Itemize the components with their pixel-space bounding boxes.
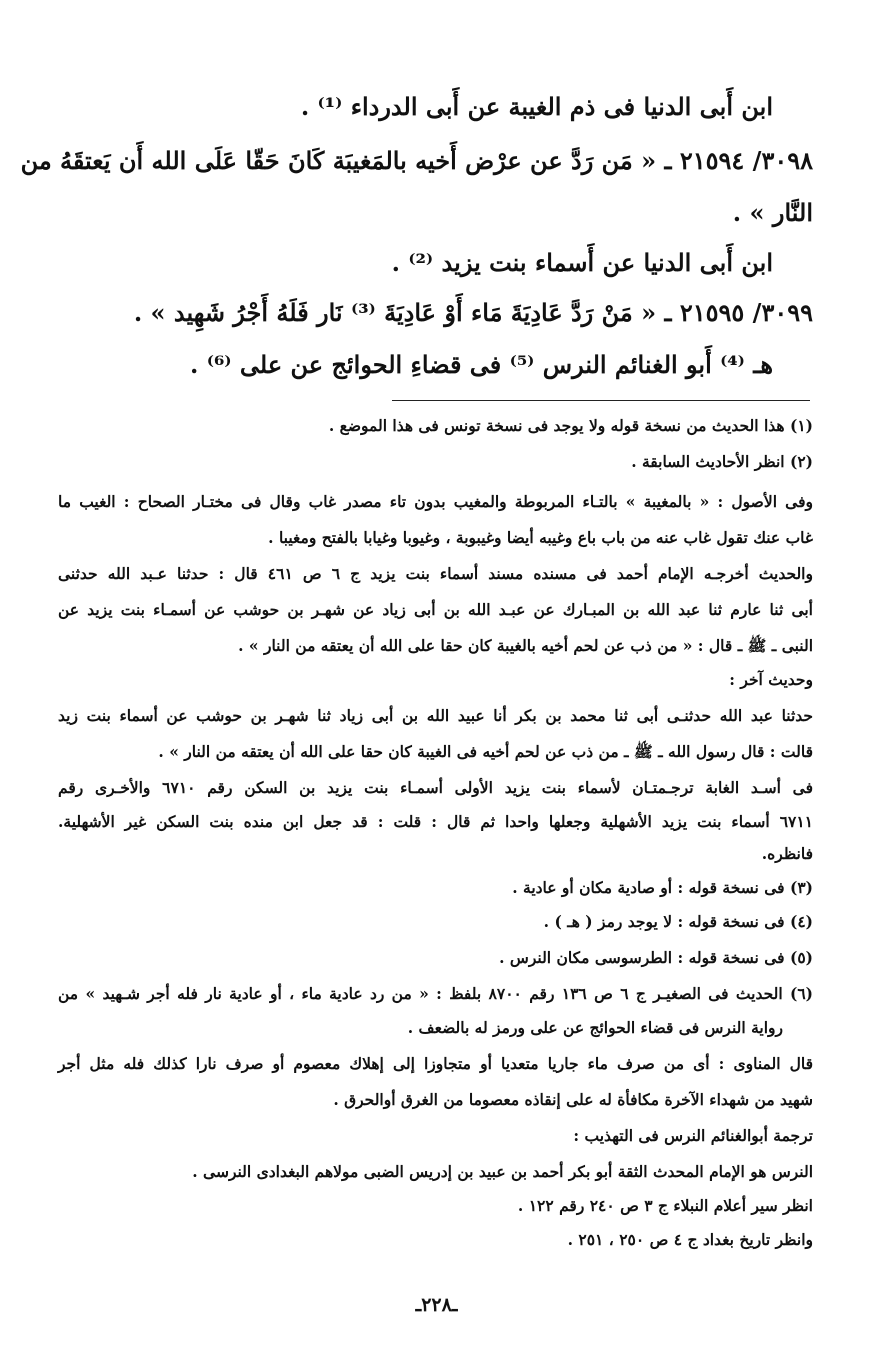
main-line-5: ٣٠٩٩/ ٢١٥٩٥ ـ « مَنْ رَدَّ عَادِيَةَ مَاء أَوْ عَادِيَةَ ⁽³⁾ نَار فَلَهُ أَجْرُ شَهِيد » . xyxy=(133,298,813,327)
footnote-line-6: أبى ثنا عارم ثنا عبد الله بن المبـارك عن عبـد الله بن أبى زياد عن شهـر بن حوشب عن أسمـاء بنت يزيد عن xyxy=(58,600,813,619)
main-line-6: هـ ⁽⁴⁾ أَبو الغنائم النرس ⁽⁵⁾ فى قضاءِ الحوائج عن على ⁽⁶⁾ . xyxy=(190,350,773,379)
footnote-line-5: والحديث أخرجـه الإمام أحمد فى مسنده مسند أسماء بنت يزيد ج ٦ ص ٤٦١ قال : حدثنا عـبد الله حدثنى xyxy=(58,564,813,583)
main-line-1: ابن أَبى الدنيا فى ذم الغيبة عن أَبى الدرداء ⁽¹⁾ . xyxy=(300,92,773,121)
footnote-line-18: رواية النرس فى قضاء الحوائج عن على ورمز له بالضعف . xyxy=(407,1018,783,1037)
footnote-line-22: النرس هو الإمام المحدث الثقة أبو بكر أحمد بن عبيد بن إدريس الضبى مولاهم البغدادى النرسى . xyxy=(192,1162,813,1181)
footnote-line-4: غاب عنك تقول غاب عنه من باب باع وغيبه أيضا وغيبوبة ، وغيوبا وغيابا بالفتح ومغيبا . xyxy=(268,528,813,547)
footnote-line-21: ترجمة أبوالغنائم النرس فى التهذيب : xyxy=(573,1126,813,1145)
footnote-line-3: وفى الأصول : « بالمغيبة » بالتـاء المربوطة والمغيب بدون تاء مصدر غاب وقال فى مختـار الصحاح : الغيب ما xyxy=(58,492,813,511)
footnote-line-23: انظر سير أعلام النبلاء ج ٣ ص ٢٤٠ رقم ١٢٢ . xyxy=(517,1196,813,1215)
footnote-line-2: (٢) انظر الأحاديث السابقة . xyxy=(631,452,813,471)
main-line-3: النَّار » . xyxy=(732,198,813,227)
footnote-line-13: فانظره. xyxy=(761,844,813,863)
footnote-line-24: وانظر تاريخ بغداد ج ٤ ص ٢٥٠ ، ٢٥١ . xyxy=(567,1230,813,1249)
main-line-2: ٣٠٩٨/ ٢١٥٩٤ ـ « مَن رَدَّ عن عرْض أَخيه بالمَغيبَة كَانَ حَقّا عَلَى الله أَن يَعتقَهُ من xyxy=(20,146,813,175)
main-line-4: ابن أَبى الدنيا عن أَسماء بنت يزيد ⁽²⁾ . xyxy=(391,248,773,277)
footnote-line-7: النبى ـ ﷺ ـ قال : « من ذب عن لحم أخيه بالغيبة كان حقا على الله أن يعتقه من النار » . xyxy=(238,636,813,655)
footnote-line-11: فى أسـد الغابة ترجـمتـان لأسماء بنت يزيد الأولى أسمـاء بنت يزيد بن السكن رقم ٦٧١٠ والأخـرى رقم xyxy=(58,778,813,797)
page-number: ـ٢٢٨ـ xyxy=(415,1294,458,1316)
footnote-line-20: شهيد من شهداء الآخرة مكافأة له على إنقاذه معصوما من الغرق أوالحرق . xyxy=(333,1090,813,1109)
footnote-separator xyxy=(392,400,810,401)
footnote-line-16: (٥) فى نسخة قوله : الطرسوسى مكان النرس . xyxy=(499,948,813,967)
footnote-line-1: (١) هذا الحديث من نسخة قوله ولا يوجد فى نسخة تونس فى هذا الموضع . xyxy=(328,416,813,435)
footnote-line-10: قالت : قال رسول الله ـ ﷺ ـ من ذب عن لحم أخيه فى الغيبة كان حقا على الله أن يعتقه من النار » . xyxy=(158,742,813,761)
footnote-line-15: (٤) فى نسخة قوله : لا يوجد رمز ( هـ ) . xyxy=(543,912,813,931)
footnote-line-9: حدثنا عبد الله حدثنـى أبى ثنا محمد بن بكر أنا عبيد الله بن أبى زياد ثنا شهـر بن حوشب عن أسماء بنت زيد xyxy=(58,706,813,725)
footnote-line-14: (٣) فى نسخة قوله : أو صادية مكان أو عادية . xyxy=(512,878,813,897)
footnote-line-8: وحديث آخر : xyxy=(729,670,813,689)
footnote-line-17: (٦) الحديث فى الصغيـر ج ٦ ص ١٣٦ رقم ٨٧٠٠ بلفظ : « من رد عادية ماء ، أو عادية نار فله أجر شـهيد » من xyxy=(58,984,813,1003)
footnote-line-12: ٦٧١١ أسماء بنت يزيد الأشهلية وجعلها واحدا ثم قال : قلت : قد جعل ابن منده بنت السكن غير الأشهلية. xyxy=(58,812,813,831)
footnote-line-19: قال المناوى : أى من صرف ماء جاريا متعديا أو متجاوزا إلى إهلاك معصوم أو صرف نارا كذلك فله مثل أجر xyxy=(58,1054,813,1073)
